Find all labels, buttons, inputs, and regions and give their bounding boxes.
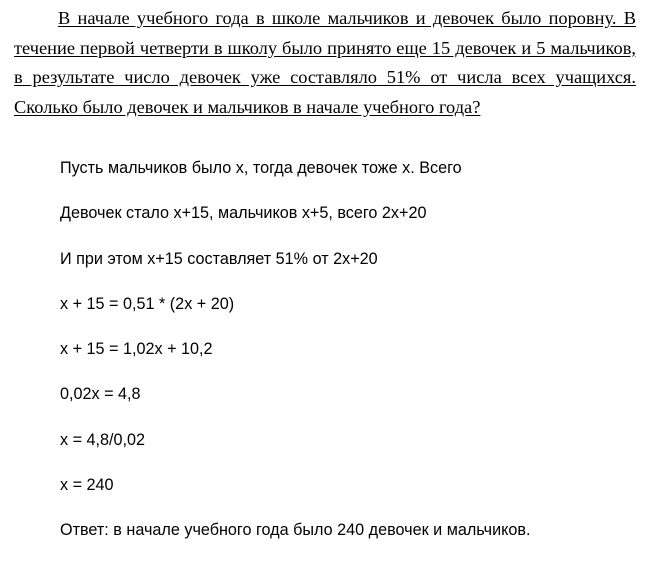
solution-line-2: Девочек стало x+15, мальчиков x+5, всего 2x+20 [60, 204, 427, 223]
solution-line-1: Пусть мальчиков было x, тогда девочек тоже x. Всего [60, 159, 462, 177]
solution-steps [60, 146, 531, 554]
division-line: x = 4,8/0,02 [60, 430, 146, 449]
problem-text: В начале учебного года в школе мальчиков и девочек было поровну. В течение первой четверти в школу было принято еще 15 девочек и 5 мальчиков, в результате число девочек уже составляло 51% от числа всех учащихся. Сколько было девочек и мальчиков в начале учебного года? [14, 8, 636, 117]
equation-expanded-line: x + 15 = 1,02x + 10,2 [60, 340, 213, 359]
problem-statement [14, 4, 636, 122]
equation-simplified-line: 0,02x = 4,8 [60, 385, 141, 404]
equation-line: x + 15 = 0,51 * (2x + 20) [60, 294, 235, 313]
answer-line: Ответ: в начале учебного года было 240 девочек и мальчиков. [60, 521, 531, 540]
result-line: x = 240 [60, 476, 114, 495]
solution-line-3: И при этом x+15 составляет 51% от 2x+20 [60, 249, 378, 268]
